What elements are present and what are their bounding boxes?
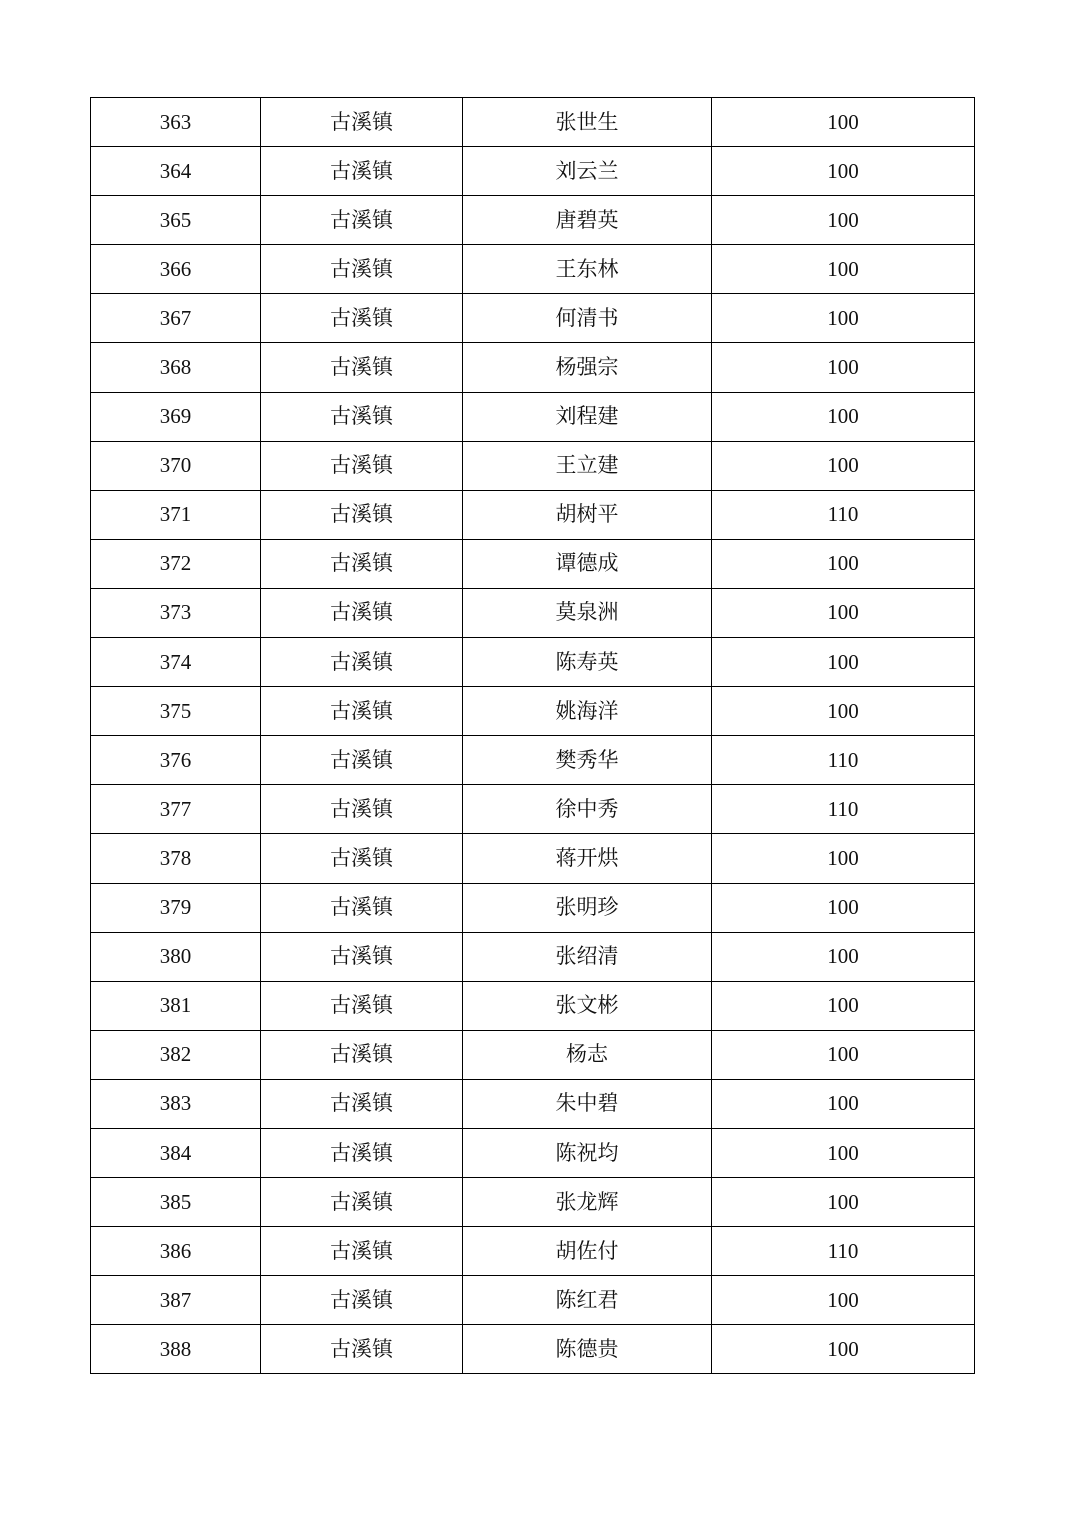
amount-cell: 100 bbox=[712, 196, 975, 245]
town-cell: 古溪镇 bbox=[261, 441, 463, 490]
row-number-cell: 367 bbox=[91, 294, 261, 343]
town-cell: 古溪镇 bbox=[261, 981, 463, 1030]
table-row bbox=[91, 1079, 975, 1128]
amount-cell: 100 bbox=[712, 1325, 975, 1374]
table-row bbox=[91, 932, 975, 981]
row-number-cell: 376 bbox=[91, 736, 261, 785]
row-number-cell: 374 bbox=[91, 638, 261, 687]
person-name-cell: 刘云兰 bbox=[463, 147, 712, 196]
table-row bbox=[91, 245, 975, 294]
town-cell: 古溪镇 bbox=[261, 1079, 463, 1128]
person-name-cell: 刘程建 bbox=[463, 392, 712, 441]
table-row bbox=[91, 1227, 975, 1276]
amount-cell: 100 bbox=[712, 147, 975, 196]
amount-cell: 110 bbox=[712, 1227, 975, 1276]
town-cell: 古溪镇 bbox=[261, 638, 463, 687]
person-name-cell: 张文彬 bbox=[463, 981, 712, 1030]
amount-cell: 100 bbox=[712, 932, 975, 981]
row-number-cell: 385 bbox=[91, 1178, 261, 1227]
row-number-cell: 382 bbox=[91, 1030, 261, 1079]
table-row bbox=[91, 196, 975, 245]
row-number-cell: 388 bbox=[91, 1325, 261, 1374]
amount-cell: 100 bbox=[712, 1079, 975, 1128]
person-name-cell: 胡树平 bbox=[463, 490, 712, 539]
person-name-cell: 陈德贵 bbox=[463, 1325, 712, 1374]
table-row bbox=[91, 441, 975, 490]
row-number-cell: 365 bbox=[91, 196, 261, 245]
table-row bbox=[91, 638, 975, 687]
row-number-cell: 366 bbox=[91, 245, 261, 294]
person-name-cell: 姚海洋 bbox=[463, 687, 712, 736]
town-cell: 古溪镇 bbox=[261, 343, 463, 392]
person-name-cell: 王东林 bbox=[463, 245, 712, 294]
person-name-cell: 徐中秀 bbox=[463, 785, 712, 834]
person-name-cell: 杨强宗 bbox=[463, 343, 712, 392]
town-cell: 古溪镇 bbox=[261, 196, 463, 245]
town-cell: 古溪镇 bbox=[261, 1030, 463, 1079]
town-cell: 古溪镇 bbox=[261, 883, 463, 932]
amount-cell: 110 bbox=[712, 736, 975, 785]
town-cell: 古溪镇 bbox=[261, 294, 463, 343]
town-cell: 古溪镇 bbox=[261, 932, 463, 981]
person-name-cell: 张明珍 bbox=[463, 883, 712, 932]
person-name-cell: 谭德成 bbox=[463, 539, 712, 588]
table-row bbox=[91, 687, 975, 736]
person-name-cell: 莫泉洲 bbox=[463, 588, 712, 637]
town-cell: 古溪镇 bbox=[261, 1178, 463, 1227]
person-name-cell: 唐碧英 bbox=[463, 196, 712, 245]
town-cell: 古溪镇 bbox=[261, 98, 463, 147]
person-name-cell: 张绍清 bbox=[463, 932, 712, 981]
amount-cell: 100 bbox=[712, 588, 975, 637]
person-name-cell: 樊秀华 bbox=[463, 736, 712, 785]
person-name-cell: 朱中碧 bbox=[463, 1079, 712, 1128]
row-number-cell: 379 bbox=[91, 883, 261, 932]
row-number-cell: 372 bbox=[91, 539, 261, 588]
table-row bbox=[91, 98, 975, 147]
town-cell: 古溪镇 bbox=[261, 1227, 463, 1276]
town-cell: 古溪镇 bbox=[261, 1325, 463, 1374]
table-row bbox=[91, 1030, 975, 1079]
amount-cell: 100 bbox=[712, 834, 975, 883]
table-row bbox=[91, 147, 975, 196]
amount-cell: 110 bbox=[712, 490, 975, 539]
amount-cell: 100 bbox=[712, 1178, 975, 1227]
table-row bbox=[91, 736, 975, 785]
table-row bbox=[91, 834, 975, 883]
row-number-cell: 381 bbox=[91, 981, 261, 1030]
amount-cell: 100 bbox=[712, 343, 975, 392]
person-name-cell: 张龙辉 bbox=[463, 1178, 712, 1227]
table-row bbox=[91, 539, 975, 588]
amount-cell: 100 bbox=[712, 687, 975, 736]
table-row bbox=[91, 981, 975, 1030]
amount-cell: 100 bbox=[712, 98, 975, 147]
town-cell: 古溪镇 bbox=[261, 834, 463, 883]
row-number-cell: 371 bbox=[91, 490, 261, 539]
person-name-cell: 蒋开烘 bbox=[463, 834, 712, 883]
amount-cell: 100 bbox=[712, 441, 975, 490]
town-cell: 古溪镇 bbox=[261, 687, 463, 736]
person-name-cell: 张世生 bbox=[463, 98, 712, 147]
amount-cell: 110 bbox=[712, 785, 975, 834]
row-number-cell: 386 bbox=[91, 1227, 261, 1276]
roster-table-container bbox=[90, 97, 974, 1374]
row-number-cell: 369 bbox=[91, 392, 261, 441]
amount-cell: 100 bbox=[712, 981, 975, 1030]
table-row bbox=[91, 1128, 975, 1177]
row-number-cell: 383 bbox=[91, 1079, 261, 1128]
amount-cell: 100 bbox=[712, 1030, 975, 1079]
person-name-cell: 陈祝均 bbox=[463, 1128, 712, 1177]
person-name-cell: 胡佐付 bbox=[463, 1227, 712, 1276]
amount-cell: 100 bbox=[712, 638, 975, 687]
row-number-cell: 377 bbox=[91, 785, 261, 834]
amount-cell: 100 bbox=[712, 539, 975, 588]
table-row bbox=[91, 785, 975, 834]
table-row bbox=[91, 392, 975, 441]
town-cell: 古溪镇 bbox=[261, 1128, 463, 1177]
roster-table-body bbox=[91, 98, 975, 1374]
amount-cell: 100 bbox=[712, 294, 975, 343]
town-cell: 古溪镇 bbox=[261, 147, 463, 196]
person-name-cell: 王立建 bbox=[463, 441, 712, 490]
table-row bbox=[91, 1325, 975, 1374]
row-number-cell: 387 bbox=[91, 1276, 261, 1325]
amount-cell: 100 bbox=[712, 1128, 975, 1177]
table-row bbox=[91, 1178, 975, 1227]
town-cell: 古溪镇 bbox=[261, 490, 463, 539]
person-name-cell: 杨志 bbox=[463, 1030, 712, 1079]
town-cell: 古溪镇 bbox=[261, 245, 463, 294]
amount-cell: 100 bbox=[712, 245, 975, 294]
row-number-cell: 384 bbox=[91, 1128, 261, 1177]
town-cell: 古溪镇 bbox=[261, 588, 463, 637]
table-row bbox=[91, 490, 975, 539]
row-number-cell: 363 bbox=[91, 98, 261, 147]
row-number-cell: 378 bbox=[91, 834, 261, 883]
town-cell: 古溪镇 bbox=[261, 392, 463, 441]
table-row bbox=[91, 343, 975, 392]
person-name-cell: 陈寿英 bbox=[463, 638, 712, 687]
amount-cell: 100 bbox=[712, 1276, 975, 1325]
table-row bbox=[91, 588, 975, 637]
table-row bbox=[91, 1276, 975, 1325]
row-number-cell: 368 bbox=[91, 343, 261, 392]
person-name-cell: 陈红君 bbox=[463, 1276, 712, 1325]
row-number-cell: 375 bbox=[91, 687, 261, 736]
amount-cell: 100 bbox=[712, 392, 975, 441]
row-number-cell: 364 bbox=[91, 147, 261, 196]
row-number-cell: 370 bbox=[91, 441, 261, 490]
town-cell: 古溪镇 bbox=[261, 785, 463, 834]
row-number-cell: 373 bbox=[91, 588, 261, 637]
town-cell: 古溪镇 bbox=[261, 539, 463, 588]
table-row bbox=[91, 883, 975, 932]
town-cell: 古溪镇 bbox=[261, 736, 463, 785]
row-number-cell: 380 bbox=[91, 932, 261, 981]
roster-table bbox=[90, 97, 975, 1374]
table-row bbox=[91, 294, 975, 343]
amount-cell: 100 bbox=[712, 883, 975, 932]
town-cell: 古溪镇 bbox=[261, 1276, 463, 1325]
person-name-cell: 何清书 bbox=[463, 294, 712, 343]
